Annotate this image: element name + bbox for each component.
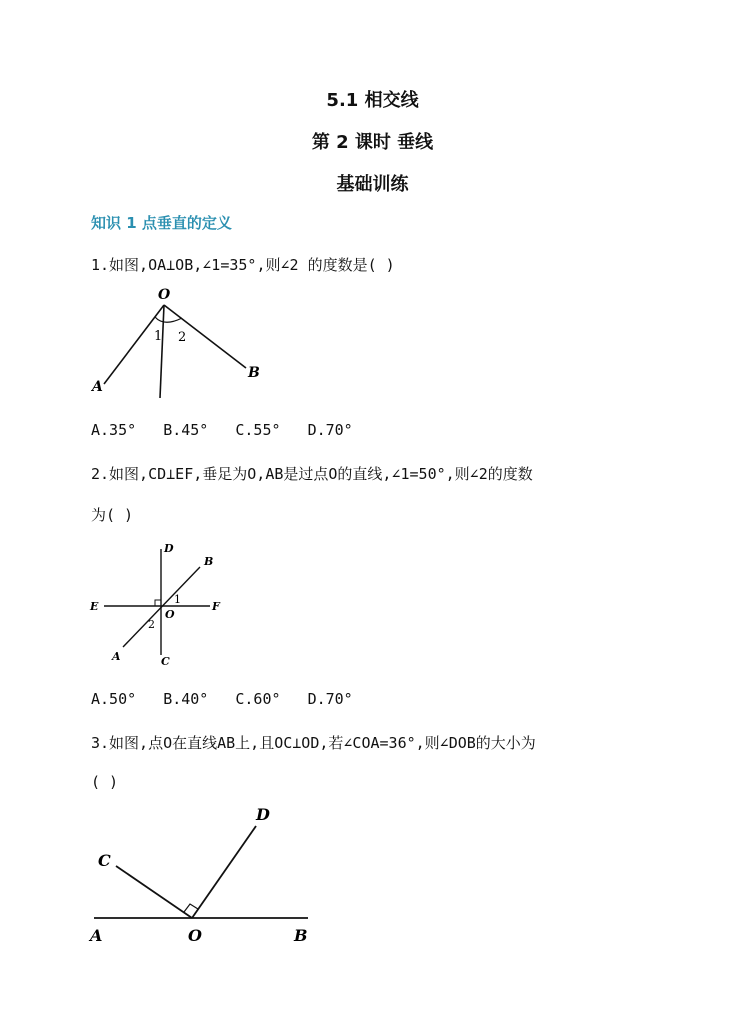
ray-oc <box>160 305 164 398</box>
question-2-stem-line2: 为( ) <box>91 506 134 524</box>
label-angle-1: 1 <box>174 593 181 606</box>
question-3-stem-line2: ( ) <box>91 773 119 791</box>
ray-oc <box>116 866 192 918</box>
option-c: C.55° <box>235 421 281 439</box>
label-e: E <box>90 600 99 613</box>
label-c: C <box>161 655 170 668</box>
option-a: A.35° <box>91 421 137 439</box>
option-c: C.60° <box>235 690 281 708</box>
question-2-stem-line1: 2.如图,CD⊥EF,垂足为O,AB是过点O的直线,∠1=50°,则∠2的度数 <box>91 465 533 483</box>
label-angle-1: 1 <box>154 329 163 344</box>
ray-od <box>192 826 256 918</box>
option-d: D.70° <box>307 421 353 439</box>
label-b: B <box>294 926 308 945</box>
label-a: A <box>90 926 103 945</box>
right-angle-mark <box>155 600 161 606</box>
ray-oa <box>104 305 164 384</box>
label-o: O <box>158 287 171 303</box>
angle-arc <box>155 317 182 322</box>
label-a: A <box>92 379 103 395</box>
question-2-options <box>91 690 371 708</box>
option-b: B.40° <box>163 690 209 708</box>
label-c: C <box>98 851 111 870</box>
question-1-figure <box>88 283 278 398</box>
option-b: B.45° <box>163 421 209 439</box>
question-1-options <box>91 421 371 439</box>
question-3-figure <box>86 800 326 950</box>
label-angle-2: 2 <box>178 330 187 345</box>
page-title: 5.1 相交线 <box>326 90 419 111</box>
section-heading: 基础训练 <box>336 174 409 195</box>
label-d: D <box>256 805 270 824</box>
label-a: A <box>112 650 121 663</box>
label-b: B <box>248 365 260 381</box>
knowledge-heading: 知识 1 点垂直的定义 <box>91 214 232 232</box>
question-2-figure <box>88 537 238 672</box>
option-a: A.50° <box>91 690 137 708</box>
label-f: F <box>212 600 220 613</box>
label-o: O <box>188 926 202 945</box>
option-d: D.70° <box>307 690 353 708</box>
label-b: B <box>204 555 214 568</box>
label-d: D <box>164 542 174 555</box>
ray-ob <box>164 305 246 368</box>
label-o: O <box>165 608 175 621</box>
question-1-stem: 1.如图,OA⊥OB,∠1=35°,则∠2 的度数是( ) <box>91 256 395 274</box>
lesson-subtitle: 第 2 课时 垂线 <box>311 132 434 153</box>
label-angle-2: 2 <box>148 618 155 631</box>
right-angle-mark <box>184 904 198 912</box>
question-3-stem-line1: 3.如图,点O在直线AB上,且OC⊥OD,若∠COA=36°,则∠DOB的大小为 <box>91 734 536 752</box>
